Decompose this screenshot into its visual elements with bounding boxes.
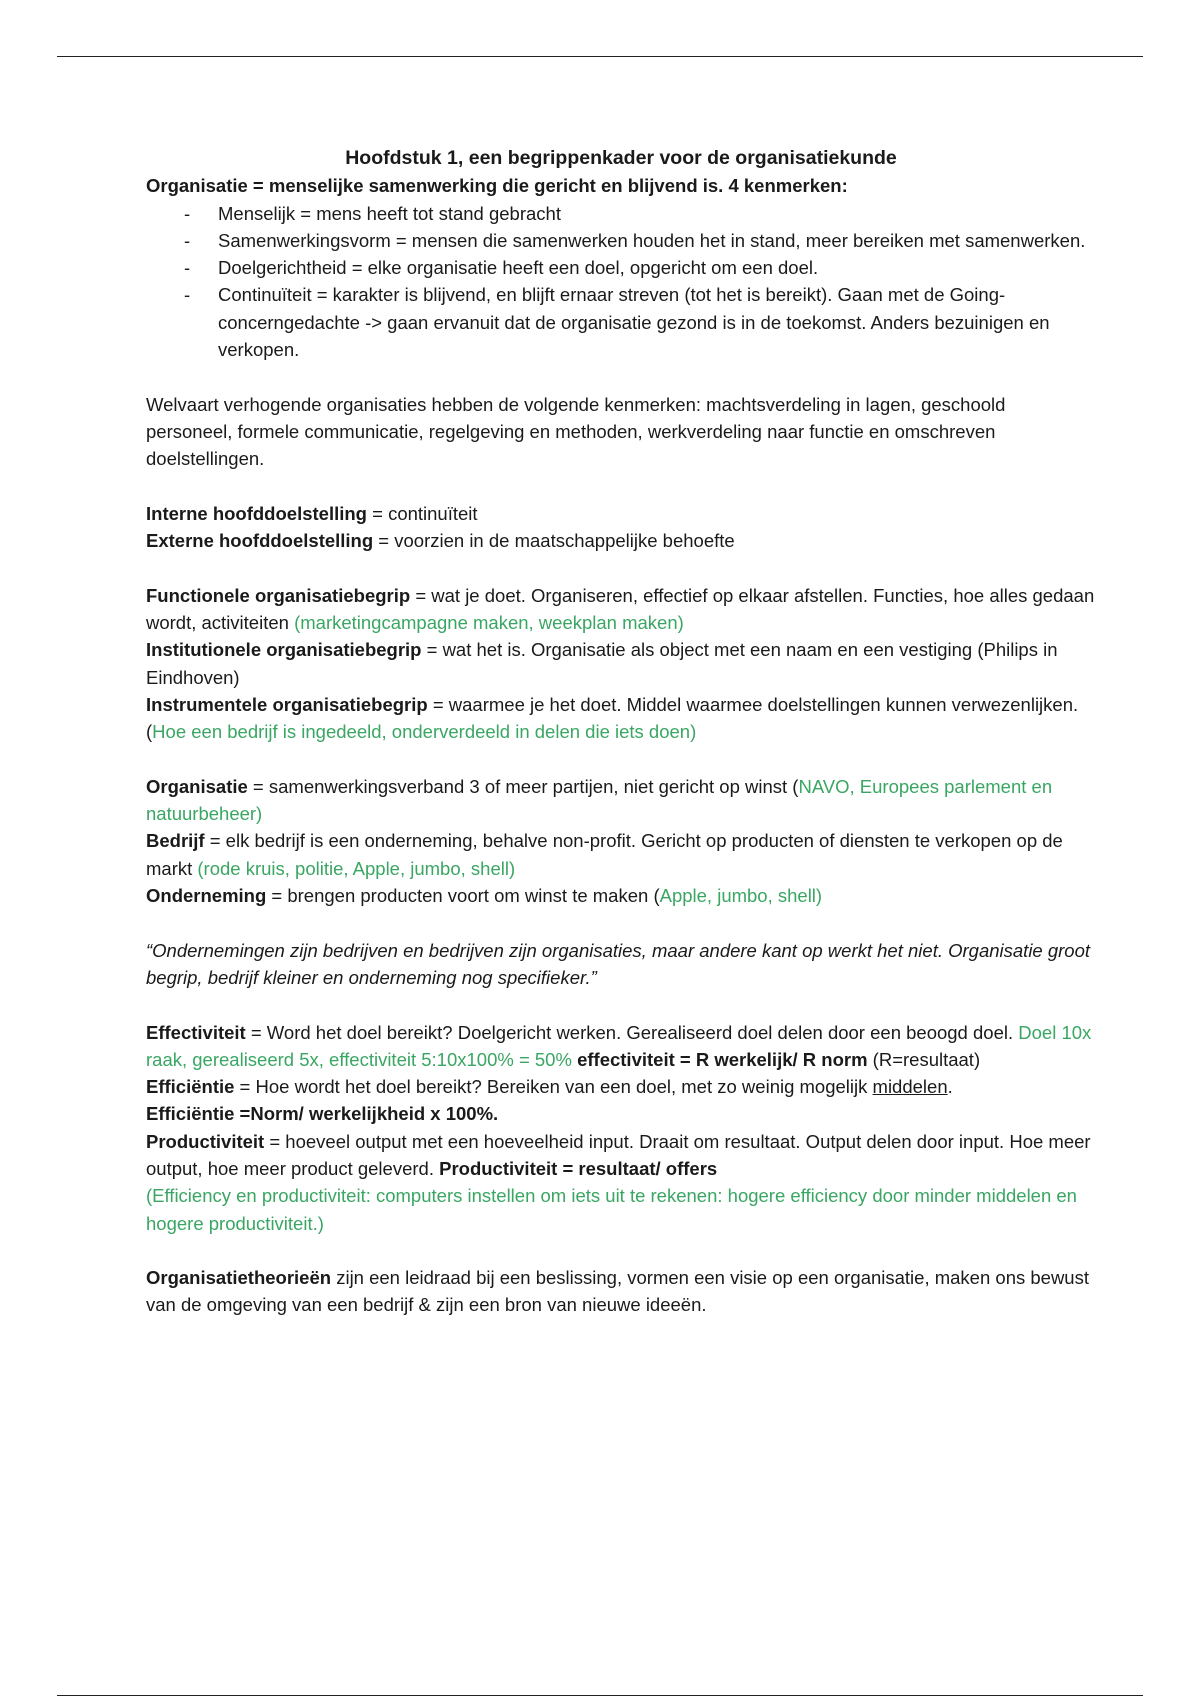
period: . (947, 1076, 953, 1098)
term: Interne hoofddoelstelling (146, 502, 367, 524)
definition-text: zijn een leidraad bij een beslissing, vormen een visie op een organisatie, maken ons bewust van de omgeving van een bedrijf & zijn een bron van nieuwe ideeën. (146, 1267, 1089, 1316)
dash-bullet: - (184, 202, 191, 224)
productiviteit-definition (146, 1128, 1096, 1183)
organisatie-definition-2 (146, 773, 1096, 828)
page-title: Hoofdstuk 1, een begrippenkader voor de organisatiekunde (345, 147, 897, 169)
term: Organisatie (146, 775, 248, 797)
interne-doelstelling (146, 500, 1096, 527)
onderneming-definition (146, 882, 1096, 909)
formula: effectiviteit = R werkelijk/ R norm (571, 1048, 868, 1070)
list-item (146, 200, 1096, 227)
term: Bedrijf (146, 830, 205, 852)
organisatie-definition (146, 172, 1096, 199)
functioneel-definition (146, 582, 1096, 637)
efficientie-formula: Efficiëntie =Norm/ werkelijkheid x 100%. (146, 1103, 499, 1125)
footer-rule (57, 1695, 1143, 1696)
note: (R=resultaat) (867, 1048, 981, 1070)
header-rule (57, 56, 1143, 57)
list-item (146, 227, 1096, 254)
term: Organisatietheorieën (146, 1267, 332, 1289)
list-item-text: Continuïteit = karakter is blijvend, en blijft ernaar streven (tot het is bereikt). Gaan met de Going-concerngedachte -> gaan ervanuit dat de organisatie gezond is in de toekomst. Anders bezuinigen en verkopen. (218, 284, 1050, 361)
kenmerken-list (146, 200, 1096, 364)
list-item-text: Menselijk = mens heeft tot stand gebracht (218, 202, 561, 224)
definition-text: = Hoe wordt het doel bereikt? Bereiken van een doel, met zo weinig mogelijk (234, 1076, 873, 1098)
term: Institutionele organisatiebegrip (146, 639, 422, 661)
quote: “Ondernemingen zijn bedrijven en bedrijven zijn organisaties, maar andere kant op werkt het niet. Organisatie groot begrip, bedrijf kleiner en onderneming nog specifieker.” (146, 939, 1091, 988)
definition-text: = voorzien in de maatschappelijke behoefte (373, 530, 735, 552)
definition-text: = elk bedrijf is een onderneming, behalve non-profit. Gericht op producten of diensten te verkopen op de markt (146, 830, 1063, 879)
productiviteit-example: (Efficiency en productiviteit: computers instellen om iets uit te rekenen: hogere efficiency door minder middelen en hogere productiviteit.) (146, 1185, 1077, 1234)
dash-bullet: - (184, 229, 191, 251)
definition-text: = continuïteit (366, 502, 478, 524)
document-page (146, 145, 1096, 1319)
term: Onderneming (146, 885, 267, 907)
bedrijf-definition (146, 827, 1096, 882)
list-item (146, 281, 1096, 363)
formula: Productiviteit = resultaat/ offers (439, 1157, 718, 1179)
dash-bullet: - (184, 284, 191, 306)
welvaart-paragraph: Welvaart verhogende organisaties hebben de volgende kenmerken: machtsverdeling in lagen, geschoold personeel, formele communicatie, regelgeving en methoden, werkverdeling naar functie en omschreven doelstellingen. (146, 393, 1006, 470)
list-item (146, 254, 1096, 281)
efficientie-definition (146, 1073, 1096, 1100)
term: Functionele organisatiebegrip (146, 584, 411, 606)
theorieen-definition (146, 1264, 1096, 1319)
list-item-text: Doelgerichtheid = elke organisatie heeft een doel, opgericht om een doel. (218, 257, 819, 279)
definition-text: = hoeveel output met een hoeveelheid input. Draait om resultaat. Output delen door input. Hoe meer output, hoe meer product geleverd. (146, 1130, 1091, 1179)
example-text: Doel 10x raak, gerealiseerd 5x, effectiviteit 5:10x100% = 50% (146, 1021, 1092, 1070)
paren: ( (146, 721, 153, 743)
definition-text: = menselijke samenwerking die gericht en blijvend is. 4 kenmerken: (247, 175, 848, 197)
list-item-text: Samenwerkingsvorm = mensen die samenwerken houden het in stand, meer bereiken met samenwerken. (218, 229, 1086, 251)
example-text: (rode kruis, politie, Apple, jumbo, shell) (197, 857, 516, 879)
example-text: Hoe een bedrijf is ingedeeld, onderverdeeld in delen die iets doen) (152, 721, 697, 743)
term: Productiviteit (146, 1130, 265, 1152)
externe-doelstelling (146, 527, 1096, 554)
effectiviteit-definition (146, 1019, 1096, 1074)
term: Instrumentele organisatiebegrip (146, 693, 428, 715)
definition-text: = waarmee je het doet. Middel waarmee doelstellingen kunnen verwezenlijken. (427, 693, 1079, 715)
example-text: Apple, jumbo, shell) (659, 885, 823, 907)
institutioneel-definition (146, 636, 1096, 691)
term: Effectiviteit (146, 1021, 246, 1043)
example-text: NAVO, Europees parlement en natuurbeheer) (146, 775, 1053, 825)
underlined-text: middelen (872, 1076, 948, 1098)
dash-bullet: - (184, 257, 191, 279)
term: Efficiëntie (146, 1076, 235, 1098)
definition-text: = Word het doel bereikt? Doelgericht werken. Gerealiseerd doel delen door een beoogd doel. (245, 1021, 1019, 1043)
term: Organisatie (146, 175, 248, 197)
definition-text: = wat je doet. Organiseren, effectief op elkaar afstellen. Functies, hoe alles gedaan wordt, activiteiten (146, 584, 1095, 634)
example-text: (marketingcampagne maken, weekplan maken) (294, 612, 684, 634)
definition-text: = wat het is. Organisatie als object met een naam en een vestiging (Philips in Eindhoven) (146, 639, 1058, 688)
instrumenteel-definition (146, 691, 1096, 746)
definition-text: = samenwerkingsverband 3 of meer partijen, niet gericht op winst ( (247, 775, 799, 797)
definition-text: = brengen producten voort om winst te maken ( (266, 885, 660, 907)
term: Externe hoofddoelstelling (146, 530, 374, 552)
